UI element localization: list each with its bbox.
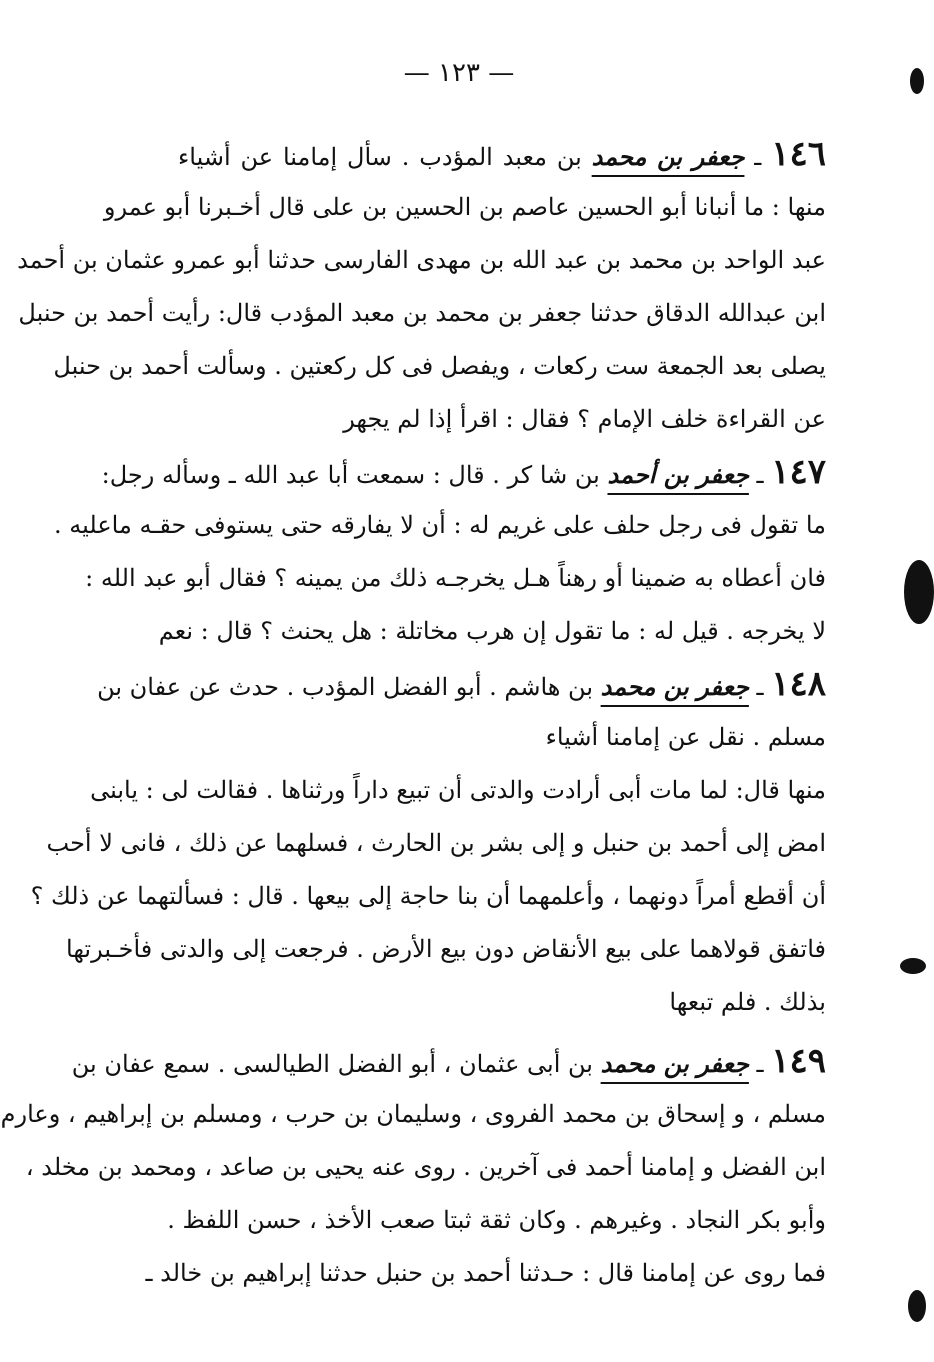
entry-148 [30,658,826,1029]
text-line: فما روى عن إمامنا قال : حـدثنا أحمد بن حنبل حدثنا إبراهيم بن خالد ـ [145,1259,826,1287]
entry-name: جعفر بن أحمد [607,460,749,489]
entry-heading [71,1035,826,1088]
entry-dash: ـ [748,461,772,489]
text-line: منها قال: لما مات أبى أرادت والدتى أن تبيع داراً ورثناها . فقالت لى : يابنى [90,776,826,804]
text-line: أن أقطع أمراً دونهما ، وأعلمهما أن بنا حاجة إلى بيعها . قال : فسألتهما عن ذلك ؟ [30,882,826,910]
entry-heading [97,658,826,711]
entry-name: جعفر بن محمد [591,142,745,171]
text-line: فان أعطاه به ضمينا أو رهناً هـل يخرجـه ذلك من يمينه ؟ فقال أبو عبد الله : [85,564,826,592]
entry-number: ١٤٩ [771,1041,826,1081]
text-line: ما تقول فى رجل حلف على غريم له : أن لا يفارقه حتى يستوفى حقـه ماعليه . [54,511,826,539]
text-line: بذلك . فلم تبعها [669,988,826,1016]
entry-heading [101,446,826,499]
entry-heading-rest: بن أبى عثمان ، أبو الفضل الطيالسى . سمع عفان بن [71,1050,601,1078]
entry-name: جعفر بن محمد [600,672,749,701]
text-line: فاتفق قولاهما على بيع الأنقاض دون بيع الأرض . فرجعت إلى والدتى فأخـبرتها [66,935,826,963]
entry-number: ١٤٦ [771,134,827,174]
entry-dash: ـ [748,1050,772,1078]
text-line: امض إلى أحمد بن حنبل و إلى بشر بن الحارث ، فسلهما عن ذلك ، فانى لا أحب [46,829,826,857]
ink-blot-lower [900,958,926,974]
entry-number: ١٤٨ [771,664,826,704]
text-line: عبد الواحد بن محمد بن عبد الله بن مهدى الفارسى حدثنا أبو عمرو عثمان بن أحمد [17,246,826,274]
entry-dash: ـ [744,143,772,171]
text-line: وأبو بكر النجاد . وغيرهم . وكان ثقة ثبتا صعب الأخذ ، حسن اللفظ . [167,1206,826,1234]
text-line: ابن الفضل و إمامنا أحمد فى آخرين . روى عنه يحيى بن صاعد ، ومحمد بن مخلد ، [25,1153,826,1181]
entry-146 [17,128,827,446]
text-line: ابن عبدالله الدقاق حدثنا جعفر بن محمد بن معبد المؤدب قال: رأيت أحمد بن حنبل [18,299,826,327]
text-line: منها : ما أنبانا أبو الحسين عاصم بن الحسين بن على قال أخـبرنا أبو عمرو [103,193,826,221]
text-line: مسلم . نقل عن إمامنا أشياء [545,723,826,751]
entry-heading-rest: بن هاشم . أبو الفضل المؤدب . حدث عن عفان بن [97,673,601,701]
entry-heading [178,128,826,181]
ink-blot-top [910,68,924,94]
ink-blot-middle [904,560,934,624]
entry-name: جعفر بن محمد [600,1049,749,1078]
page-body [0,128,827,1300]
text-line: لا يخرجه . قيل له : ما تقول إن هرب مخاتلة : هل يحنث ؟ قال : نعم [158,617,826,645]
entry-heading-rest: بن شا كر . قال : سمعت أبا عبد الله ـ وسأله رجل: [101,461,608,489]
page-number: — ١٢٣ — [403,58,515,88]
entry-heading-rest: بن معبد المؤدب . سأل إمامنا عن أشياء [178,143,592,171]
text-line: مسلم ، و إسحاق بن محمد الفروى ، وسليمان بن حرب ، ومسلم بن إبراهيم ، وعارم [0,1100,826,1128]
entry-147 [54,446,826,658]
entry-dash: ـ [748,673,772,701]
ink-blot-bottom [908,1290,926,1322]
entry-149 [0,1035,826,1300]
text-line: يصلى بعد الجمعة ست ركعات ، ويفصل فى كل ركعتين . وسألت أحمد بن حنبل [53,352,826,380]
text-line: عن القراءة خلف الإمام ؟ فقال : اقرأ إذا لم يجهر [343,405,826,433]
entry-number: ١٤٧ [771,452,826,492]
